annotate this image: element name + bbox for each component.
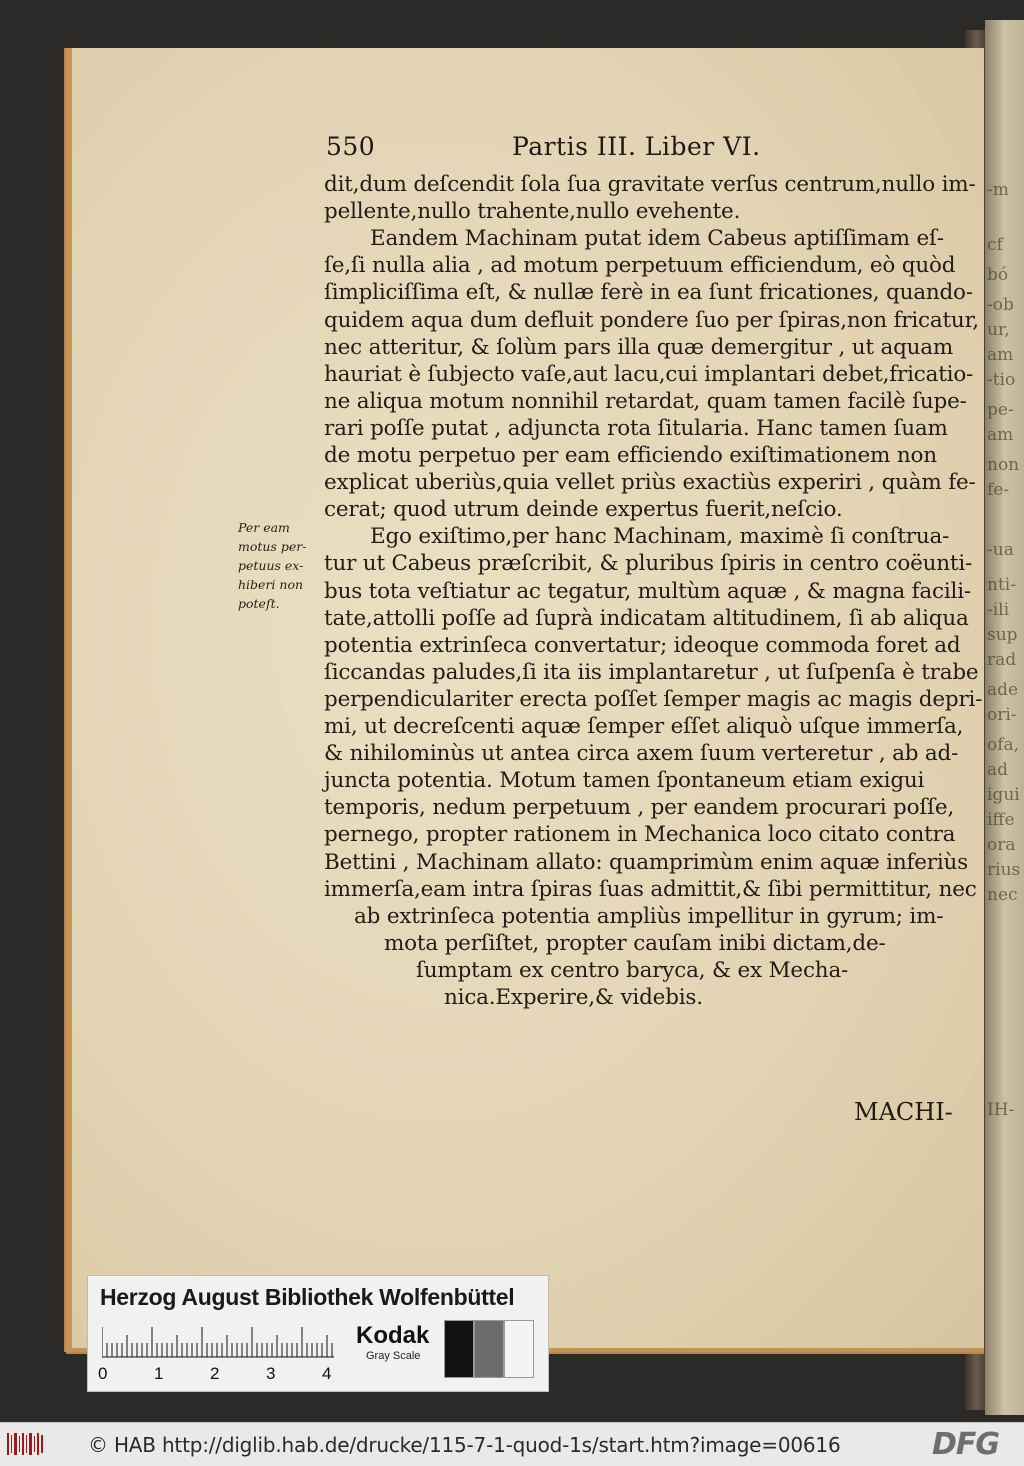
opposite-page-fragment: non bbox=[987, 455, 1020, 475]
marginal-note-line: motus per- bbox=[238, 539, 307, 554]
text-line: explicat uberiùs,quia vellet priùs exactiùs experiri , quàm fe- bbox=[324, 470, 976, 496]
text-line: nica.Experire,& videbis. bbox=[444, 985, 703, 1010]
text-line: ne aliqua motum nonnihil retardat, quam tamen facilè ſupe- bbox=[324, 388, 967, 414]
gray-swatch bbox=[504, 1320, 534, 1378]
gray-swatch bbox=[444, 1320, 474, 1378]
barcode-icon bbox=[6, 1431, 46, 1457]
ruler-number: 4 bbox=[322, 1364, 332, 1383]
page-number: 550 bbox=[326, 132, 376, 161]
text-line: hauriat è ſubjecto vaſe,aut lacu,cui implantari debet,fricatio- bbox=[324, 361, 974, 387]
text-line: cerat; quod utrum deinde expertus fuerit,neſcio. bbox=[324, 497, 843, 523]
text-line: temporis, nedum perpetuum , per eandem procurari poſſe, bbox=[324, 795, 955, 821]
opposite-page-fragment: ori- bbox=[987, 705, 1017, 725]
text-line: Bettini , Machinam allato: quamprimùm enim aquæ inferiùs bbox=[324, 849, 969, 875]
text-line: tate,attolli poſſe ad ſuprà indicatam altitudinem, ſi ab aliqua bbox=[324, 605, 969, 631]
text-line: ſiccandas paludes,ſi ita iis implantaretur , ut ſuſpenſa è trabe bbox=[324, 659, 979, 685]
viewer-footer bbox=[0, 1422, 1024, 1466]
source-url[interactable]: © HAB http://diglib.hab.de/drucke/115-7-1-quod-1s/start.htm?image=00616 bbox=[88, 1433, 841, 1457]
opposite-page-fragment: nec bbox=[987, 885, 1018, 905]
opposite-page-fragment: igui bbox=[987, 785, 1020, 805]
text-line: mi, ut decreſcenti aquæ ſemper eſſet aliquò uſque immerſa, bbox=[324, 714, 964, 739]
opposite-page-fragment: ofa, bbox=[987, 735, 1020, 755]
text-line: rari poſſe putat , adjuncta rota ſitularia. Hanc tamen ſuam bbox=[324, 415, 948, 441]
opposite-page-fragment: am bbox=[987, 425, 1014, 445]
opposite-page-fragment: iffe bbox=[987, 810, 1015, 830]
text-line: tur ut Cabeus præſcribit, & pluribus ſpiris in centro coëunti- bbox=[324, 551, 973, 577]
text-line: bus tota veſtiatur ac tegatur, multùm aquæ , & magna facili- bbox=[324, 578, 971, 604]
color-target-card bbox=[87, 1275, 549, 1392]
ruler-number: 1 bbox=[154, 1364, 164, 1383]
text-line: juncta potentia. Motum tamen ſpontaneum etiam exigui bbox=[324, 768, 925, 794]
kodak-label: Kodak bbox=[356, 1322, 430, 1349]
opposite-page-fragment: -ua bbox=[987, 540, 1014, 560]
opposite-page-fragment: am bbox=[987, 345, 1014, 365]
text-line: ſumptam ex centro baryca, & ex Mecha- bbox=[416, 957, 849, 983]
marginal-note-line: Per eam bbox=[238, 520, 290, 535]
text-line: ab extrinſeca potentia ampliùs impellitur in gyrum; im- bbox=[354, 903, 944, 929]
opposite-page-fragment: fe- bbox=[987, 480, 1010, 500]
library-name: Herzog August Bibliothek Wolfenbüttel bbox=[100, 1284, 515, 1310]
opposite-page-fragment: ur, bbox=[987, 320, 1010, 340]
opposite-page-fragment: ad bbox=[987, 760, 1009, 780]
catchword: MACHI- bbox=[854, 1098, 953, 1126]
text-line: dit,dum deſcendit ſola ſua gravitate verſus centrum,nullo im- bbox=[324, 172, 976, 197]
opposite-page-fragment: nti- bbox=[987, 575, 1016, 595]
marginal-note-line: poteſt. bbox=[238, 596, 280, 611]
marginal-note-line: hiberi non bbox=[238, 577, 304, 592]
opposite-page-fragment: sup bbox=[987, 625, 1018, 645]
text-line: pellente,nullo trahente,nullo evehente. bbox=[324, 199, 741, 225]
opposite-page-fragment: -m bbox=[987, 180, 1009, 200]
opposite-page-fragment: rius bbox=[987, 860, 1021, 880]
ruler-number: 3 bbox=[266, 1364, 276, 1383]
text-line: de motu perpetuo per eam efficiendo exiſtimationem non bbox=[324, 443, 937, 468]
text-line: ſimpliciſſima eſt, & nullæ ferè in ea ſunt fricationes, quando- bbox=[324, 280, 973, 306]
book-page bbox=[66, 48, 984, 1352]
text-line: perpendiculariter erecta poſſet ſemper magis ac magis depri- bbox=[324, 686, 983, 712]
opposite-page-fragment: -tio bbox=[987, 370, 1016, 390]
dfg-logo: DFG bbox=[932, 1427, 1000, 1462]
ruler-number: 2 bbox=[210, 1364, 220, 1383]
opposite-page-fragment: IH- bbox=[987, 1100, 1015, 1120]
text-line: quidem aqua dum defluit pondere ſuo per ſpiras,non fricatur, bbox=[324, 307, 979, 333]
text-line: potentia extrinſeca convertatur; ideoque commoda foret ad bbox=[324, 632, 961, 658]
opposite-page-fragment: -ob bbox=[987, 295, 1014, 315]
text-line: ſe,ſi nulla alia , ad motum perpetuum efficiendum, eò quòd bbox=[324, 253, 956, 279]
text-line: nec atteritur, & ſolùm pars illa quæ demergitur , ut aquam bbox=[324, 334, 954, 360]
gray-swatch bbox=[474, 1320, 504, 1378]
text-line: & nihilominùs ut antea circa axem ſuum verteretur , ab ad- bbox=[324, 741, 959, 767]
opposite-page-fragment: ora bbox=[987, 835, 1016, 855]
gray-scale-label: Gray Scale bbox=[366, 1350, 421, 1362]
opposite-page-fragment: rad bbox=[987, 650, 1017, 670]
text-line: Ego exiſtimo,per hanc Machinam, maximè ſi conſtrua- bbox=[370, 524, 950, 550]
opposite-page-fragment: ade bbox=[987, 680, 1019, 700]
text-line: immerſa,eam intra ſpiras ſuas admittit,& ſibi permittitur, nec bbox=[324, 876, 977, 902]
marginal-note-line: petuus ex- bbox=[238, 558, 304, 573]
ruler-scale bbox=[102, 1324, 334, 1358]
opposite-page-fragment: cf bbox=[987, 235, 1003, 255]
text-line: mota perſiſtet, propter cauſam inibi dictam,de- bbox=[384, 930, 886, 956]
ruler-number: 0 bbox=[98, 1364, 108, 1383]
opposite-page-fragment: pe- bbox=[987, 400, 1014, 420]
opposite-page-fragment: -ili bbox=[987, 600, 1010, 620]
running-head: Partis III. Liber VI. bbox=[512, 132, 761, 161]
opposite-page-edge bbox=[985, 20, 1024, 1415]
text-line: Eandem Machinam putat idem Cabeus aptiſſimam eſ- bbox=[370, 226, 944, 252]
opposite-page-fragment: bó bbox=[987, 265, 1009, 285]
text-line: pernego, propter rationem in Mechanica loco citato contra bbox=[324, 822, 956, 848]
